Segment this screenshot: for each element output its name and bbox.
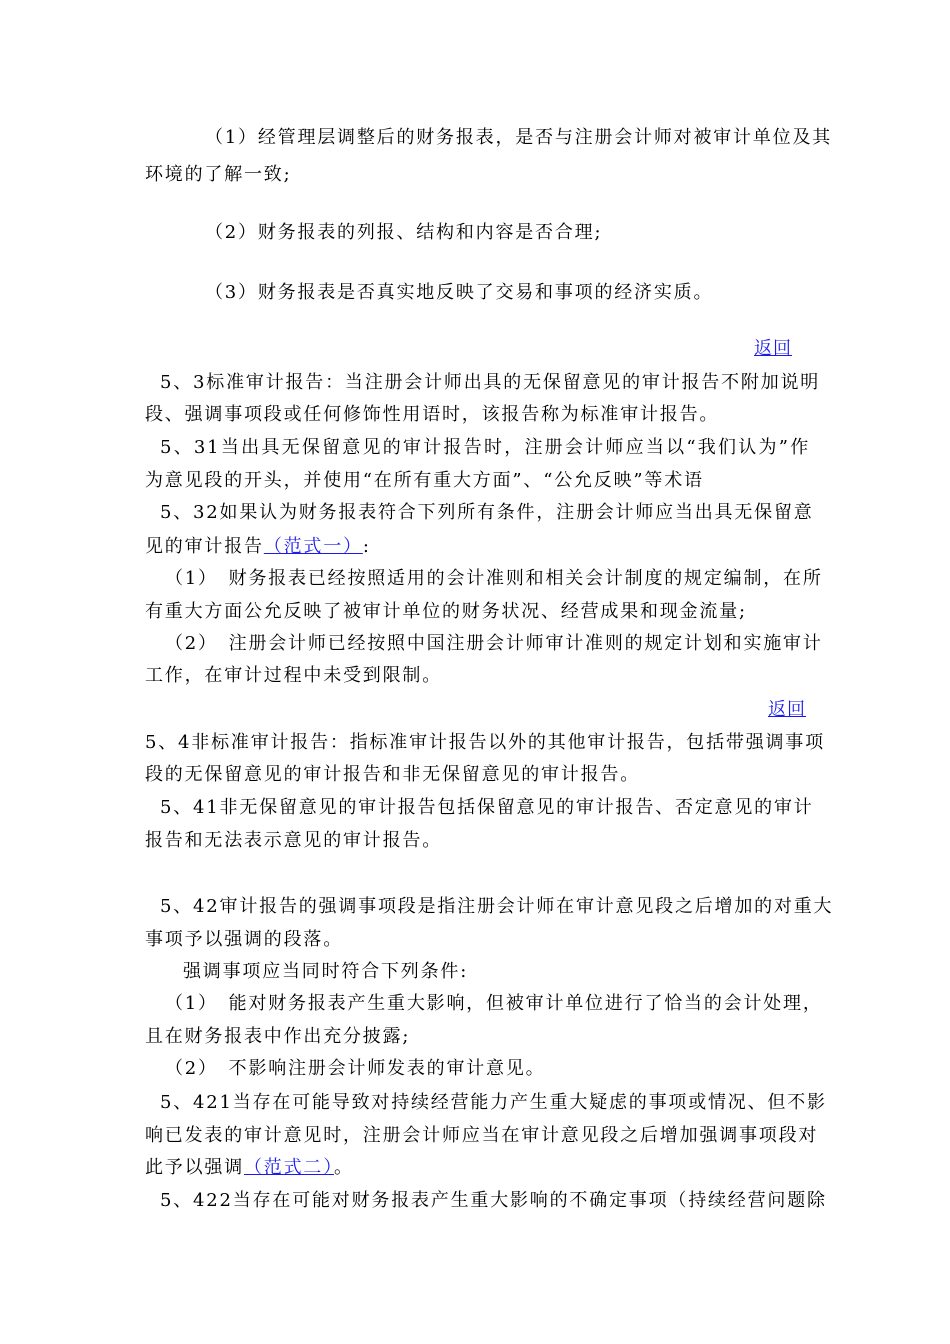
section-5-421-line-2: 响已发表的审计意见时，注册会计师应当在审计意见段之后增加强调事项段对 <box>145 1125 819 1146</box>
section-5-421-text: 此予以强调 <box>145 1157 244 1178</box>
section-5-4-line-1: 5、4非标准审计报告：指标准审计报告以外的其他审计报告，包括带强调事项 <box>145 732 825 753</box>
paragraph-3: （3）财务报表是否真实地反映了交易和事项的经济实质。 <box>205 282 714 303</box>
paragraph-1-line-1: （1）经管理层调整后的财务报表，是否与注册会计师对被审计单位及其 <box>205 127 833 148</box>
paragraph-1-line-2: 环境的了解一致; <box>145 164 292 185</box>
emphasis-condition-2: （2） 不影响注册会计师发表的审计意见。 <box>165 1058 546 1079</box>
section-5-41-line-1: 5、41非无保留意见的审计报告包括保留意见的审计报告、否定意见的审计 <box>160 797 814 818</box>
section-5-422-line-1: 5、422当存在可能对财务报表产生重大影响的不确定事项（持续经营问题除 <box>160 1190 827 1211</box>
template-one-link[interactable]: （范式一） <box>263 536 363 557</box>
section-5-31-line-2: 为意见段的开头，并使用“在所有重大方面”、“公允反映”等术语 <box>145 470 704 491</box>
paragraph-2: （2）财务报表的列报、结构和内容是否合理; <box>205 222 603 243</box>
template-two-link[interactable]: （范式二） <box>244 1157 334 1178</box>
section-5-32-line-2 <box>145 535 810 559</box>
section-5-42-line-1: 5、42审计报告的强调事项段是指注册会计师在审计意见段之后增加的对重大 <box>160 896 834 917</box>
section-5-31-line-1: 5、31当出具无保留意见的审计报告时，注册会计师应当以“我们认为”作 <box>160 437 810 458</box>
condition-1-line-1: （1） 财务报表已经按照适用的会计准则和相关会计制度的规定编制，在所 <box>165 568 823 589</box>
section-5-4-line-2: 段的无保留意见的审计报告和非无保留意见的审计报告。 <box>145 764 640 785</box>
section-5-32-line-1: 5、32如果认为财务报表符合下列所有条件，注册会计师应当出具无保留意 <box>160 502 814 523</box>
section-5-421-line-1: 5、421当存在可能导致对持续经营能力产生重大疑虑的事项或情况、但不影 <box>160 1092 827 1113</box>
condition-1-line-2: 有重大方面公允反映了被审计单位的财务状况、经营成果和现金流量; <box>145 601 747 622</box>
emphasis-condition-1-line-1: （1） 能对财务报表产生重大影响，但被审计单位进行了恰当的会计处理， <box>165 993 823 1014</box>
section-5-42-line-2: 事项予以强调的段落。 <box>145 929 343 950</box>
section-5-3-line-1: 5、3标准审计报告：当注册会计师出具的无保留意见的审计报告不附加说明 <box>160 372 821 393</box>
condition-2-line-2: 工作，在审计过程中未受到限制。 <box>145 665 442 686</box>
section-5-41-line-2: 报告和无法表示意见的审计报告。 <box>145 830 442 851</box>
section-5-3-line-2: 段、强调事项段或任何修饰性用语时，该报告称为标准审计报告。 <box>145 404 720 425</box>
section-5-32-text: 见的审计报告 <box>145 536 264 557</box>
emphasis-condition-1-line-2: 且在财务报表中作出充分披露; <box>145 1026 411 1047</box>
back-link-2[interactable]: 返回 <box>768 699 806 720</box>
condition-2-line-1: （2） 注册会计师已经按照中国注册会计师审计准则的规定计划和实施审计 <box>165 633 823 654</box>
section-5-421-period: 。 <box>334 1157 354 1178</box>
section-5-32-colon: : <box>362 536 371 557</box>
conditions-intro: 强调事项应当同时符合下列条件: <box>183 961 469 982</box>
back-link-1[interactable]: 返回 <box>754 338 792 359</box>
section-5-421-line-3 <box>145 1156 810 1180</box>
